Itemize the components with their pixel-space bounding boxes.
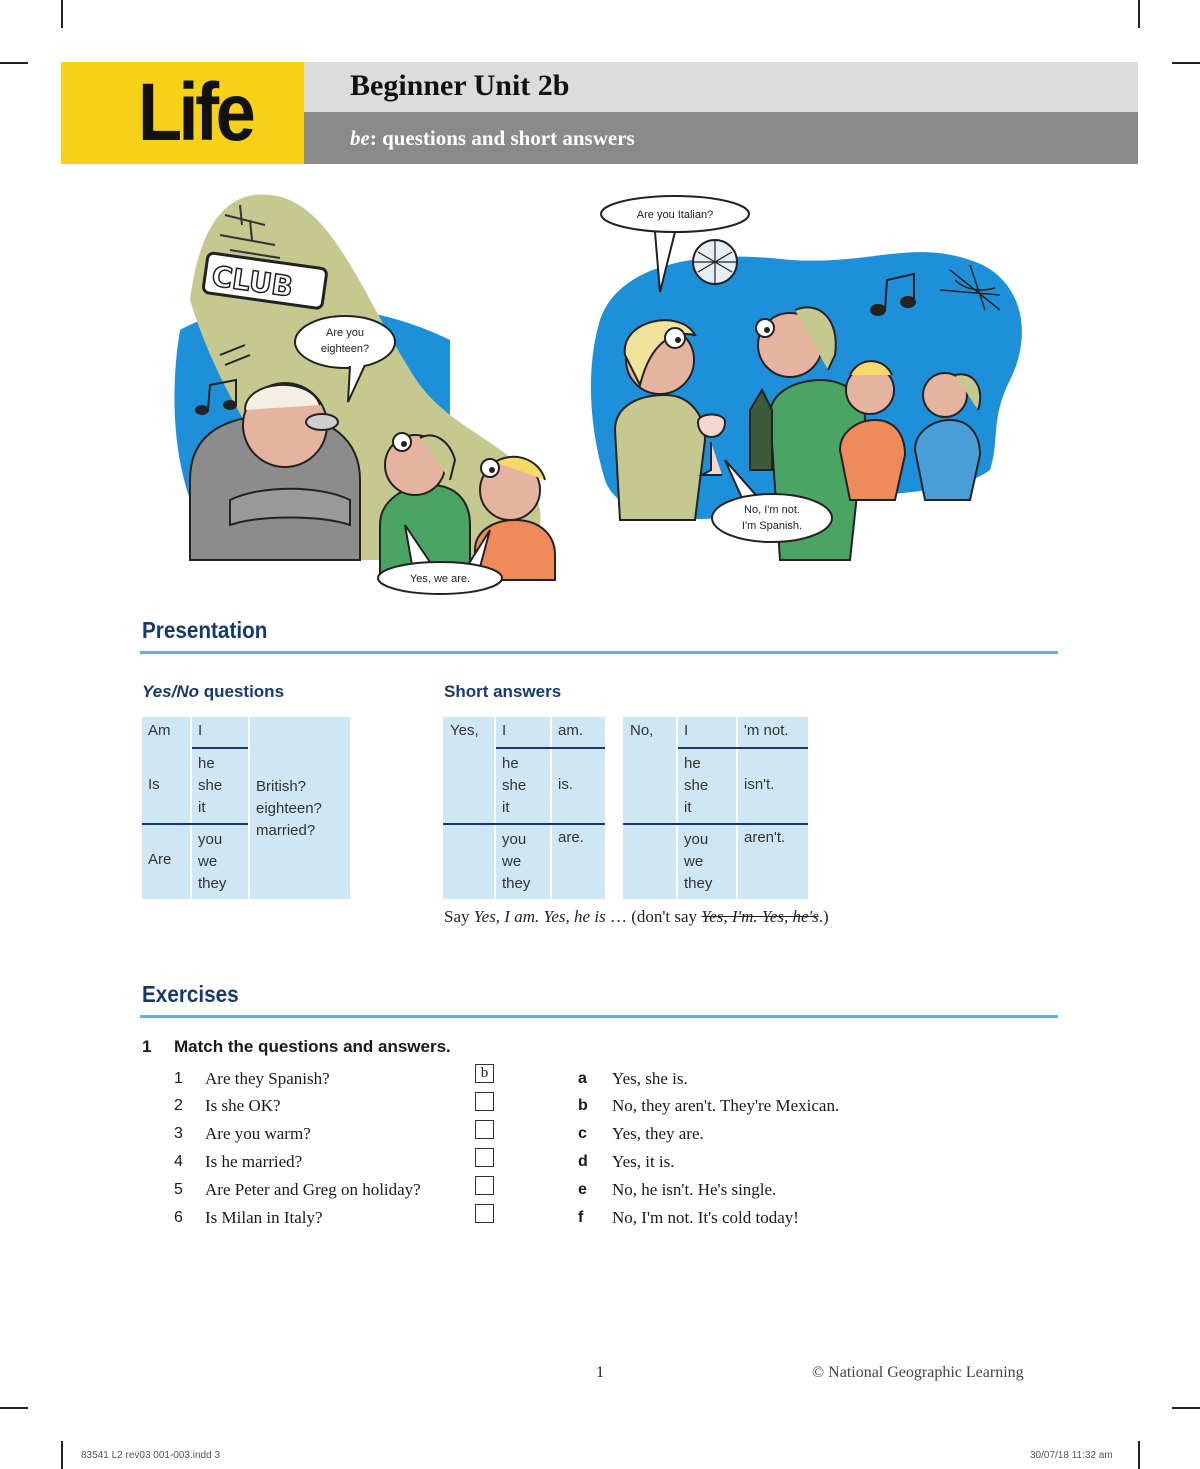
pronoun-group: he she it xyxy=(198,755,223,816)
copyright: © National Geographic Learning xyxy=(812,1364,1024,1381)
question-number: 4 xyxy=(174,1153,183,1170)
question-text: Is he married? xyxy=(205,1152,303,1171)
exercise-instruction: Match the questions and answers. xyxy=(174,1037,451,1056)
question-text: Are you warm? xyxy=(205,1124,311,1143)
answer-text: Yes, they are. xyxy=(612,1124,704,1143)
verb-is: Is xyxy=(148,776,160,793)
exercise-number: 1 xyxy=(142,1037,152,1056)
club-sign: CLUB xyxy=(209,259,296,304)
crop-mark xyxy=(1172,62,1200,64)
question-text: Are they Spanish? xyxy=(205,1069,330,1088)
answer-box[interactable] xyxy=(475,1120,494,1139)
bubble-1-line-1: Are you xyxy=(326,327,364,339)
bubble-4-line-2: I'm Spanish. xyxy=(741,520,803,532)
pronoun: I xyxy=(502,722,507,739)
table-divider xyxy=(496,747,605,749)
verb-am: am. xyxy=(558,722,584,739)
no-lead: No, xyxy=(630,722,654,739)
answer-text: No, he isn't. He's single. xyxy=(612,1180,777,1199)
answer-box[interactable] xyxy=(475,1092,494,1111)
complements: British? eighteen? married? xyxy=(256,778,322,839)
table-divider xyxy=(623,823,808,825)
crop-mark xyxy=(0,1407,28,1409)
verb-am: Am xyxy=(148,722,171,739)
question-text: Are Peter and Greg on holiday? xyxy=(205,1180,421,1199)
usage-note: Say Yes, I am. Yes, he is … (don't say Yes, I'm. Yes, he's.) xyxy=(444,907,829,926)
presentation-heading: Presentation xyxy=(142,617,268,643)
pronoun: I xyxy=(198,722,203,739)
answer-letter: f xyxy=(578,1209,584,1226)
cartoon-illustration xyxy=(150,180,1050,600)
verb-m-not: 'm not. xyxy=(744,722,789,739)
yesno-heading: Yes/No questions xyxy=(142,682,285,701)
verb-isnt: isn't. xyxy=(744,776,775,793)
bubble-1-line-2: eighteen? xyxy=(320,343,370,355)
yes-lead: Yes, xyxy=(450,722,479,739)
print-slug-date: 30/07/18 11:32 am xyxy=(1030,1450,1113,1461)
short-answers-heading: Short answers xyxy=(444,682,562,701)
answer-text: No, they aren't. They're Mexican. xyxy=(612,1096,840,1115)
answer-text: No, I'm not. It's cold today! xyxy=(612,1208,799,1227)
verb-are: Are xyxy=(148,851,172,868)
crop-mark xyxy=(0,62,28,64)
verb-is: is. xyxy=(558,776,573,793)
answer-letter: c xyxy=(578,1125,587,1142)
bubble-2-text: Yes, we are. xyxy=(409,573,471,585)
life-logo: Life xyxy=(138,67,253,158)
pronoun-group: you we they xyxy=(198,831,227,892)
question-number: 5 xyxy=(174,1181,183,1198)
answer-text: Yes, she is. xyxy=(612,1069,688,1088)
answer-box[interactable]: b xyxy=(475,1064,494,1083)
crop-mark xyxy=(1138,1441,1140,1469)
pronoun-group: he she it xyxy=(684,755,709,816)
table-divider xyxy=(192,747,248,749)
bubble-3-text: Are you Italian? xyxy=(636,209,714,221)
table-divider xyxy=(678,747,808,749)
question-number: 3 xyxy=(174,1125,183,1142)
pronoun-group: you we they xyxy=(684,831,713,892)
exercises-heading: Exercises xyxy=(142,981,239,1007)
verb-are: are. xyxy=(558,829,584,846)
answer-box[interactable] xyxy=(475,1204,494,1223)
answer-letter: d xyxy=(578,1153,588,1170)
crop-mark xyxy=(1172,1407,1200,1409)
pronoun-group: you we they xyxy=(502,831,531,892)
bubble-4-line-1: No, I'm not. xyxy=(744,504,800,516)
section-rule xyxy=(140,651,1058,654)
answer-letter: a xyxy=(578,1070,587,1087)
crop-mark xyxy=(1138,0,1140,28)
question-text: Is Milan in Italy? xyxy=(205,1208,323,1227)
answer-letter: e xyxy=(578,1181,587,1198)
question-text: Is she OK? xyxy=(205,1096,281,1115)
question-number: 2 xyxy=(174,1097,183,1114)
pronoun-group: he she it xyxy=(502,755,527,816)
page-number: 1 xyxy=(596,1364,604,1381)
answer-box[interactable] xyxy=(475,1148,494,1167)
page-title: Beginner Unit 2b xyxy=(350,69,570,102)
verb-arent: aren't. xyxy=(744,829,786,846)
pronoun: I xyxy=(684,722,689,739)
table-divider xyxy=(443,823,605,825)
question-number: 1 xyxy=(174,1070,183,1087)
page-subtitle: be: questions and short answers xyxy=(350,126,635,150)
answer-letter: b xyxy=(578,1097,588,1114)
crop-mark xyxy=(61,1441,63,1469)
crop-mark xyxy=(61,0,63,28)
table-divider xyxy=(142,823,248,825)
question-number: 6 xyxy=(174,1209,183,1226)
print-slug-file: 83541 L2 rev03 001-003.indd 3 xyxy=(81,1450,221,1461)
section-rule xyxy=(140,1015,1058,1018)
answer-box[interactable] xyxy=(475,1176,494,1195)
answer-text: Yes, it is. xyxy=(612,1152,675,1171)
